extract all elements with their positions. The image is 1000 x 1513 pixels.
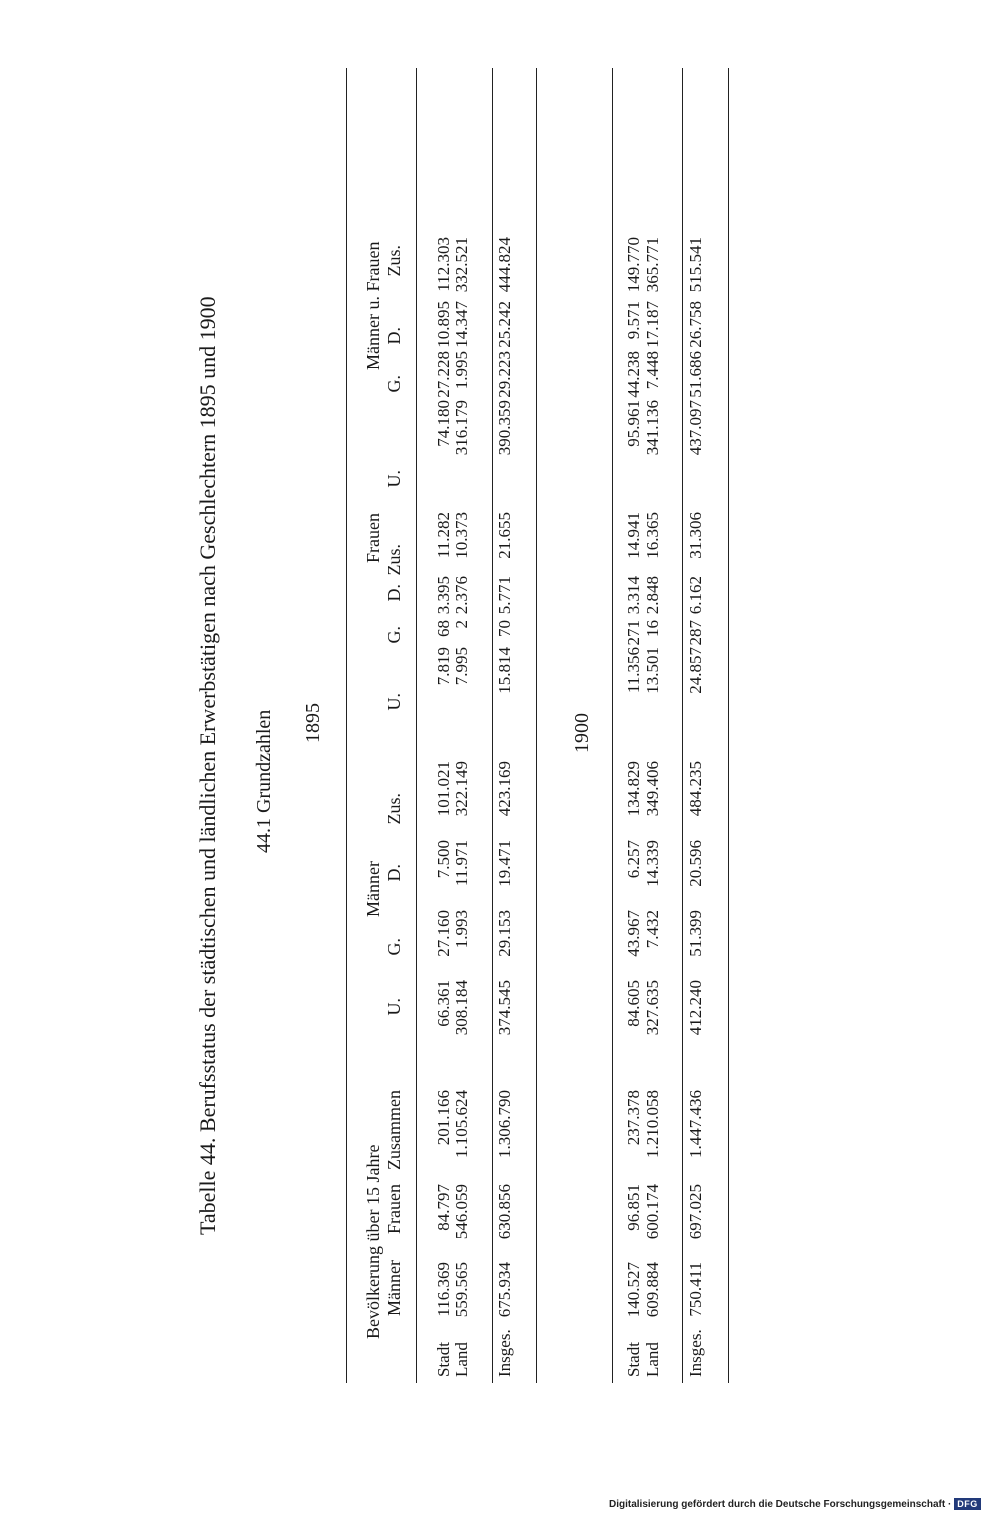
table-cell: 13.501	[643, 647, 662, 694]
header-col-zus: Zus.	[384, 245, 404, 277]
table-cell: 484.235	[686, 761, 705, 817]
table-cell: 349.406	[643, 761, 662, 817]
section-end-rule-1895	[536, 68, 537, 1383]
table-cell: 26.758	[686, 301, 705, 348]
page-footer	[609, 1497, 989, 1511]
table-cell: 7.995	[452, 647, 471, 686]
table-cell: 444.824	[495, 237, 514, 293]
header-col-g: G.	[384, 375, 404, 393]
table-cell: 2.376	[452, 576, 471, 615]
header-bevoelkerung: Bevölkerung über 15 Jahre	[363, 1144, 383, 1339]
row-label: Stadt	[624, 1342, 643, 1377]
year-label-1900: 1900	[571, 713, 593, 753]
table-cell: 327.635	[643, 980, 662, 1036]
table-cell: 515.541	[686, 237, 705, 293]
table-cell: 70	[495, 620, 514, 637]
table-cell: 27.160	[434, 910, 453, 957]
table-cell: 10.373	[452, 512, 471, 559]
table-cell: 332.521	[452, 237, 471, 293]
table-cell: 237.378	[624, 1090, 643, 1146]
table-cell: 609.884	[643, 1262, 662, 1318]
table-cell: 21.655	[495, 512, 514, 559]
table-cell: 84.605	[624, 980, 643, 1027]
table-cell: 697.025	[686, 1184, 705, 1240]
table-cell: 287	[686, 620, 705, 646]
header-col-u: U.	[384, 470, 404, 488]
table-cell: 2	[452, 620, 471, 629]
table-title: Tabelle 44. Berufsstatus der städtischen und ländlichen Erwerbstätigen nach Geschlechtern 1895 und 1900	[195, 296, 220, 1235]
table-cell: 140.527	[624, 1262, 643, 1318]
table-cell: 3.395	[434, 576, 453, 615]
table-cell: 437.097	[686, 400, 705, 456]
table-cell: 271	[624, 620, 643, 646]
header-col-zusammen: Zusammen	[384, 1090, 404, 1170]
table-cell: 11.356	[624, 647, 643, 694]
table-cell: 2.848	[643, 576, 662, 615]
table-cell: 1.993	[452, 910, 471, 949]
table-cell: 24.857	[686, 647, 705, 694]
table-cell: 3.314	[624, 576, 643, 615]
table-cell: 750.411	[686, 1262, 705, 1317]
table-cell: 675.934	[495, 1262, 514, 1318]
footer-credit-text: Digitalisierung gefördert durch die Deutsche Forschungsgemeinschaft ·	[609, 1498, 952, 1510]
table-cell: 15.814	[495, 647, 514, 694]
table-cell: 66.361	[434, 980, 453, 1027]
header-col-u: U.	[384, 693, 404, 711]
table-cell: 11.282	[434, 512, 453, 559]
table-cell: 1.210.058	[643, 1090, 662, 1158]
table-cell: 600.174	[643, 1184, 662, 1240]
table-cell: 14.941	[624, 512, 643, 559]
section-rule-1895	[492, 68, 493, 1383]
row-label: Stadt	[434, 1342, 453, 1377]
table-cell: 43.967	[624, 910, 643, 957]
table-cell: 101.021	[434, 761, 453, 817]
table-cell: 7.819	[434, 647, 453, 686]
table-cell: 16	[643, 620, 662, 637]
table-cell: 20.596	[686, 840, 705, 887]
header-col-u: U.	[384, 998, 404, 1016]
table-cell: 201.166	[434, 1090, 453, 1146]
table-cell: 29.153	[495, 910, 514, 957]
header-col-g: G.	[384, 938, 404, 956]
table-cell: 96.851	[624, 1184, 643, 1231]
table-cell: 1.447.436	[686, 1090, 705, 1158]
header-frauen-group: Frauen	[363, 513, 383, 563]
table-cell: 7.448	[643, 351, 662, 390]
dfg-logo: DFG	[954, 1498, 981, 1510]
row-label: Land	[452, 1342, 471, 1377]
table-cell: 25.242	[495, 301, 514, 348]
row-label: Insges.	[495, 1329, 514, 1377]
table-cell: 6.257	[624, 840, 643, 879]
table-cell: 14.339	[643, 840, 662, 887]
table-cell: 559.565	[452, 1262, 471, 1318]
table-cell: 19.471	[495, 840, 514, 887]
table-cell: 316.179	[452, 400, 471, 456]
table-cell: 423.169	[495, 761, 514, 817]
table-cell: 9.571	[624, 301, 643, 340]
table-cell: 390.359	[495, 400, 514, 456]
header-mf-group: Männer u. Frauen	[363, 241, 383, 370]
table-cell: 16.365	[643, 512, 662, 559]
table-cell: 630.856	[495, 1184, 514, 1240]
table-cell: 374.545	[495, 980, 514, 1036]
table-cell: 116.369	[434, 1262, 453, 1317]
table-cell: 1.995	[452, 351, 471, 390]
header-col-zus: Zus.	[384, 544, 404, 576]
table-cell: 546.059	[452, 1184, 471, 1240]
table-cell: 51.686	[686, 351, 705, 398]
table-cell: 6.162	[686, 576, 705, 615]
table-cell: 412.240	[686, 980, 705, 1036]
row-label: Land	[643, 1342, 662, 1377]
header-col-d: D.	[384, 864, 404, 882]
header-col-maenner: Männer	[384, 1260, 404, 1316]
table-cell: 68	[434, 620, 453, 637]
table-cell: 341.136	[643, 400, 662, 456]
table-cell: 27.228	[434, 351, 453, 398]
header-bottom-rule	[416, 68, 417, 1383]
header-col-zus: Zus.	[384, 793, 404, 825]
table-cell: 5.771	[495, 576, 514, 615]
header-col-d: D.	[384, 584, 404, 602]
table-subtitle: 44.1 Grundzahlen	[253, 709, 275, 853]
table-cell: 7.432	[643, 910, 662, 949]
table-cell: 134.829	[624, 761, 643, 817]
table-cell: 365.771	[643, 237, 662, 293]
row-label: Insges.	[686, 1329, 705, 1377]
table-cell: 11.971	[452, 840, 471, 887]
year-label-1895: 1895	[302, 703, 324, 743]
table-bottom-rule	[728, 68, 729, 1383]
table-cell: 17.187	[643, 301, 662, 348]
table-cell: 14.347	[452, 301, 471, 348]
table-cell: 29.223	[495, 351, 514, 398]
table-cell: 95.961	[624, 400, 643, 447]
table-cell: 7.500	[434, 840, 453, 879]
header-col-d: D.	[384, 327, 404, 345]
header-col-frauen: Frauen	[384, 1184, 404, 1234]
table-cell: 31.306	[686, 512, 705, 559]
table-cell: 112.303	[434, 237, 453, 292]
section-rule-1900	[682, 68, 683, 1383]
header-col-g: G.	[384, 626, 404, 644]
table-cell: 10.895	[434, 301, 453, 348]
table-cell: 1.306.790	[495, 1090, 514, 1158]
table-top-rule	[346, 68, 347, 1383]
table-cell: 322.149	[452, 761, 471, 817]
table-cell: 74.180	[434, 400, 453, 447]
table-cell: 149.770	[624, 237, 643, 293]
table-cell: 51.399	[686, 910, 705, 957]
table-cell: 84.797	[434, 1184, 453, 1231]
section-start-rule-1900	[612, 68, 613, 1383]
table-cell: 44.238	[624, 351, 643, 398]
header-maenner-group: Männer	[363, 861, 383, 917]
table-cell: 308.184	[452, 980, 471, 1036]
table-cell: 1.105.624	[452, 1090, 471, 1158]
